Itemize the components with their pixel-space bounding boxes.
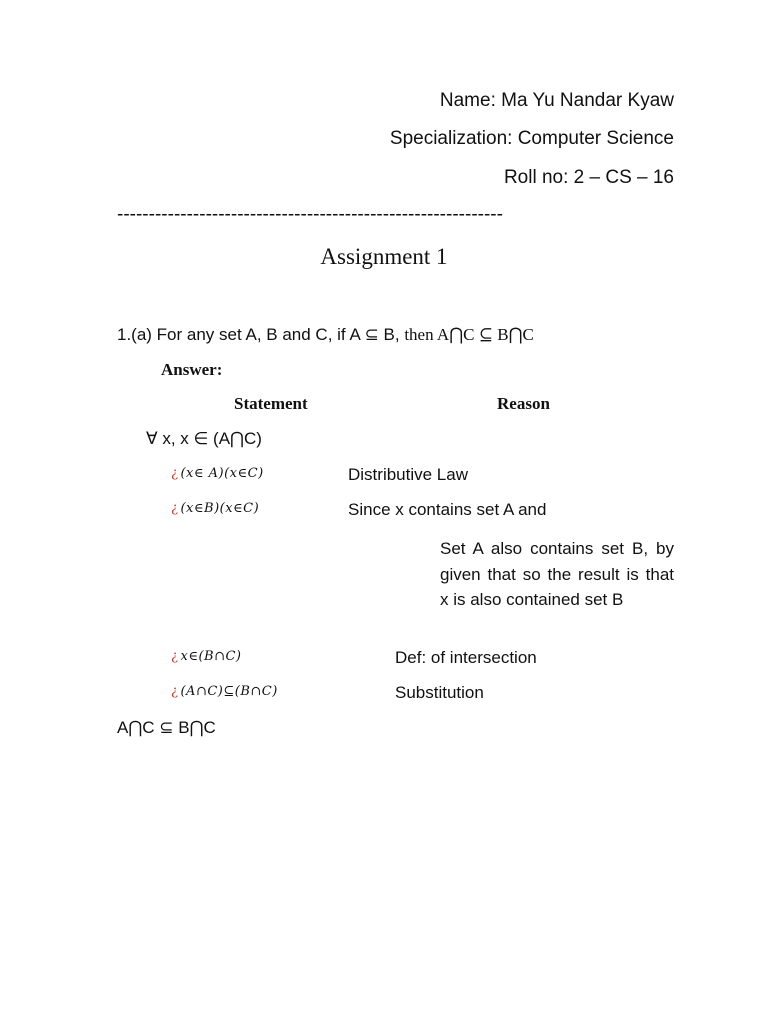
roll-number: Roll no: 2 – CS – 16: [503, 167, 674, 188]
reason-row-4: Substitution: [395, 683, 484, 702]
student-name: Name: Ma Yu Nandar Kyaw: [439, 90, 674, 111]
statement-column-header: Statement: [234, 394, 308, 413]
statement-row-2: [171, 501, 259, 516]
statement-marker: ¿: [171, 466, 179, 481]
statement-marker: ¿: [171, 501, 179, 516]
dashed-divider: -------------------------------------------------------------: [117, 204, 503, 225]
statement-marker: ¿: [171, 649, 179, 664]
answer-label: Answer:: [161, 360, 223, 379]
reason-row-1: Distributive Law: [348, 465, 468, 484]
statement-text: (x∈ A)(x∈C): [180, 466, 264, 481]
conclusion: A⋂C ⊆ B⋂C: [117, 718, 216, 737]
first-statement: ∀ x, x ∈ (A⋂C): [146, 429, 262, 448]
statement-row-1: [171, 466, 264, 481]
statement-marker: ¿: [171, 684, 179, 699]
question-prefix: 1.(a) For any set A, B and C, if A ⊆ B,: [117, 325, 405, 344]
statement-text: (A∩C)⊆(B∩C): [180, 684, 278, 699]
question-text: [117, 325, 534, 345]
reason-row-2-continuation: Set A also contains set B, by given that so the result is that x is also contained set B: [440, 539, 674, 609]
statement-row-3: [171, 649, 241, 664]
reason-row-3: Def: of intersection: [395, 648, 537, 667]
statement-text: x∈(B∩C): [180, 649, 242, 664]
reason-column-header: Reason: [497, 394, 550, 413]
question-suffix: A⋂C ⊆ B⋂C: [433, 325, 534, 344]
reason-row-2: Since x contains set A and: [348, 500, 547, 519]
assignment-title: Assignment 1: [320, 244, 448, 269]
specialization: Specialization: Computer Science: [389, 128, 674, 149]
question-then: then: [404, 325, 434, 344]
statement-row-4: [171, 684, 278, 699]
statement-text: (x∈B)(x∈C): [180, 501, 260, 516]
